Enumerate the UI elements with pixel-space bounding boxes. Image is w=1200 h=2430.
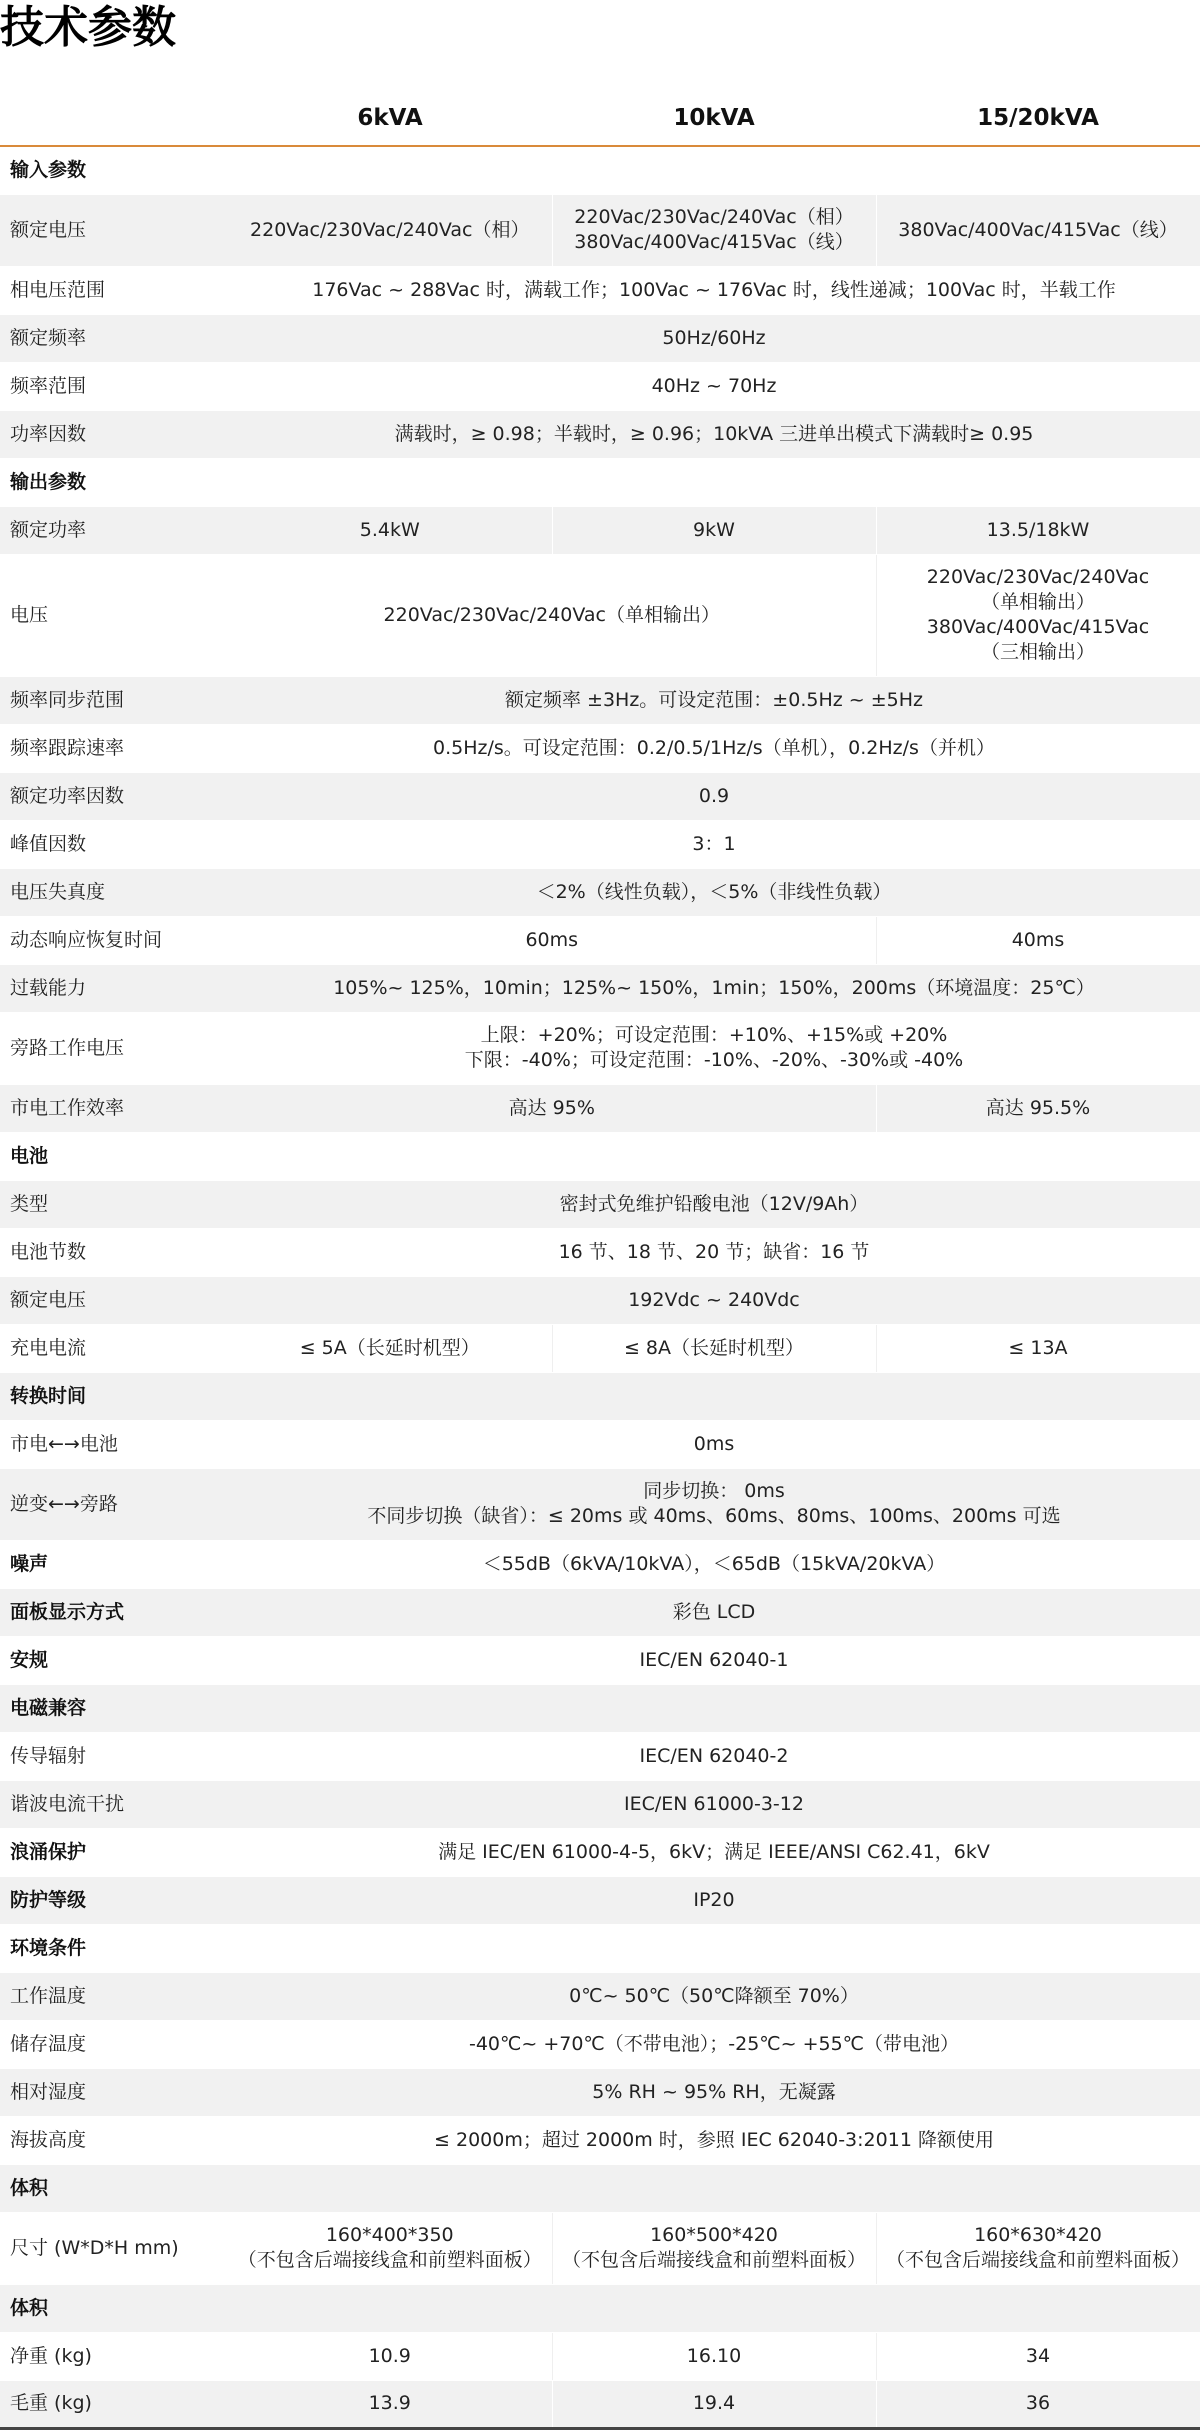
- row-value: 16 节、18 节、20 节；缺省：16 节: [228, 1228, 1200, 1276]
- row-value: IEC/EN 61000-3-12: [228, 1780, 1200, 1828]
- row-label: 尺寸 (W*D*H mm): [0, 2212, 228, 2284]
- row-label: 旁路工作电压: [0, 1012, 228, 1084]
- row-label: 安规: [0, 1636, 228, 1684]
- row-label: 相电压范围: [0, 266, 228, 314]
- row-value: ≤ 5A（长延时机型）: [228, 1324, 552, 1372]
- row-label: 防护等级: [0, 1876, 228, 1924]
- section-row: [0, 2164, 1200, 2212]
- section-row: [0, 1132, 1200, 1180]
- table-row: [0, 554, 1200, 676]
- row-value: ＜55dB（6kVA/10kVA），＜65dB（15kVA/20kVA）: [228, 1540, 1200, 1588]
- row-value: 满载时，≥ 0.98；半载时，≥ 0.96；10kVA 三进单出模式下满载时≥ 0.95: [228, 410, 1200, 458]
- row-value: 60ms: [228, 916, 876, 964]
- row-label: 过载能力: [0, 964, 228, 1012]
- row-label: 储存温度: [0, 2020, 228, 2068]
- spec-table-body: [0, 146, 1200, 2428]
- section-heading: 输入参数: [0, 146, 1200, 194]
- table-row: [0, 2020, 1200, 2068]
- header-cell-6kva: 6kVA: [228, 92, 552, 146]
- spec-table: [0, 92, 1200, 2430]
- spec-table-header: [0, 92, 1200, 146]
- row-label: 净重 (kg): [0, 2332, 228, 2380]
- table-row: [0, 2068, 1200, 2116]
- section-row: [0, 2284, 1200, 2332]
- table-row: [0, 1324, 1200, 1372]
- row-label: 动态响应恢复时间: [0, 916, 228, 964]
- section-row: [0, 146, 1200, 194]
- row-value: 220Vac/230Vac/240Vac（相） 380Vac/400Vac/415Vac（线）: [552, 194, 876, 266]
- section-heading: 输出参数: [0, 458, 1200, 506]
- row-value: 220Vac/230Vac/240Vac（相）: [228, 194, 552, 266]
- row-value: ＜2%（线性负载），＜5%（非线性负载）: [228, 868, 1200, 916]
- row-label: 工作温度: [0, 1972, 228, 2020]
- table-row: [0, 2116, 1200, 2164]
- row-value: 105%~ 125%，10min；125%~ 150%，1min；150%，200ms（环境温度：25℃）: [228, 964, 1200, 1012]
- row-value: 5% RH ~ 95% RH，无凝露: [228, 2068, 1200, 2116]
- table-row: [0, 820, 1200, 868]
- row-value: 220Vac/230Vac/240Vac（单相输出）: [228, 554, 876, 676]
- section-row: [0, 458, 1200, 506]
- row-value: 高达 95%: [228, 1084, 876, 1132]
- table-row: [0, 266, 1200, 314]
- section-row: [0, 1372, 1200, 1420]
- table-row: [0, 1084, 1200, 1132]
- table-row: [0, 1828, 1200, 1876]
- section-heading: 电池: [0, 1132, 1200, 1180]
- row-value: 密封式免维护铅酸电池（12V/9Ah）: [228, 1180, 1200, 1228]
- section-heading: 体积: [0, 2164, 1200, 2212]
- row-value: 40ms: [876, 916, 1200, 964]
- row-value: 5.4kW: [228, 506, 552, 554]
- table-row: [0, 676, 1200, 724]
- section-heading: 转换时间: [0, 1372, 1200, 1420]
- section-heading: 体积: [0, 2284, 1200, 2332]
- header-cell-15-20kva: 15/20kVA: [876, 92, 1200, 146]
- table-row: [0, 1780, 1200, 1828]
- row-label: 额定功率: [0, 506, 228, 554]
- row-value: 满足 IEC/EN 61000-4-5，6kV；满足 IEEE/ANSI C62.41，6kV: [228, 1828, 1200, 1876]
- row-value: IEC/EN 62040-2: [228, 1732, 1200, 1780]
- table-row: [0, 964, 1200, 1012]
- row-value: IP20: [228, 1876, 1200, 1924]
- table-row: [0, 2212, 1200, 2284]
- row-label: 浪涌保护: [0, 1828, 228, 1876]
- section-heading: 环境条件: [0, 1924, 1200, 1972]
- row-label: 市电←→电池: [0, 1420, 228, 1468]
- row-value: 160*630*420 （不包含后端接线盒和前塑料面板）: [876, 2212, 1200, 2284]
- table-row: [0, 506, 1200, 554]
- row-value: 同步切换： 0ms 不同步切换（缺省）：≤ 20ms 或 40ms、60ms、80ms、100ms、200ms 可选: [228, 1468, 1200, 1540]
- table-row: [0, 2332, 1200, 2380]
- row-label: 频率同步范围: [0, 676, 228, 724]
- table-row: [0, 410, 1200, 458]
- table-row: [0, 1732, 1200, 1780]
- table-row: [0, 868, 1200, 916]
- table-row: [0, 724, 1200, 772]
- table-row: [0, 1276, 1200, 1324]
- row-value: 16.10: [552, 2332, 876, 2380]
- row-label: 电压失真度: [0, 868, 228, 916]
- header-cell-10kva: 10kVA: [552, 92, 876, 146]
- row-label: 噪声: [0, 1540, 228, 1588]
- row-value: 13.9: [228, 2380, 552, 2428]
- table-row: [0, 1588, 1200, 1636]
- row-label: 类型: [0, 1180, 228, 1228]
- row-value: 9kW: [552, 506, 876, 554]
- row-value: ≤ 13A: [876, 1324, 1200, 1372]
- row-value: 176Vac ~ 288Vac 时，满载工作；100Vac ~ 176Vac 时，线性递减；100Vac 时，半载工作: [228, 266, 1200, 314]
- row-value: 220Vac/230Vac/240Vac （单相输出） 380Vac/400Vac/415Vac （三相输出）: [876, 554, 1200, 676]
- table-row: [0, 1180, 1200, 1228]
- row-value: 13.5/18kW: [876, 506, 1200, 554]
- table-row: [0, 314, 1200, 362]
- table-row: [0, 1972, 1200, 2020]
- row-value: 160*400*350 （不包含后端接线盒和前塑料面板）: [228, 2212, 552, 2284]
- table-row: [0, 1228, 1200, 1276]
- table-row: [0, 1420, 1200, 1468]
- table-row: [0, 1540, 1200, 1588]
- row-label: 逆变←→旁路: [0, 1468, 228, 1540]
- row-value: 192Vdc ~ 240Vdc: [228, 1276, 1200, 1324]
- row-label: 频率范围: [0, 362, 228, 410]
- row-value: 0.9: [228, 772, 1200, 820]
- row-label: 电压: [0, 554, 228, 676]
- row-value: 上限：+20%；可设定范围：+10%、+15%或 +20% 下限：-40%；可设定范围：-10%、-20%、-30%或 -40%: [228, 1012, 1200, 1084]
- row-label: 充电电流: [0, 1324, 228, 1372]
- row-value: -40℃~ +70℃（不带电池）；-25℃~ +55℃（带电池）: [228, 2020, 1200, 2068]
- row-label: 相对湿度: [0, 2068, 228, 2116]
- row-label: 海拔高度: [0, 2116, 228, 2164]
- row-label: 额定频率: [0, 314, 228, 362]
- row-value: 0.5Hz/s。可设定范围：0.2/0.5/1Hz/s（单机），0.2Hz/s（并机）: [228, 724, 1200, 772]
- table-row: [0, 916, 1200, 964]
- header-cell-label: [0, 92, 228, 146]
- table-row: [0, 1636, 1200, 1684]
- row-value: 34: [876, 2332, 1200, 2380]
- row-value: 40Hz ~ 70Hz: [228, 362, 1200, 410]
- page-title: 技术参数: [0, 2, 176, 53]
- table-row: [0, 1012, 1200, 1084]
- table-row: [0, 1468, 1200, 1540]
- row-value: 160*500*420 （不包含后端接线盒和前塑料面板）: [552, 2212, 876, 2284]
- row-label: 市电工作效率: [0, 1084, 228, 1132]
- row-label: 额定功率因数: [0, 772, 228, 820]
- row-value: ≤ 8A（长延时机型）: [552, 1324, 876, 1372]
- row-label: 毛重 (kg): [0, 2380, 228, 2428]
- row-label: 额定电压: [0, 194, 228, 266]
- row-value: 彩色 LCD: [228, 1588, 1200, 1636]
- row-value: 高达 95.5%: [876, 1084, 1200, 1132]
- table-row: [0, 362, 1200, 410]
- row-label: 功率因数: [0, 410, 228, 458]
- row-value: 0℃~ 50℃（50℃降额至 70%）: [228, 1972, 1200, 2020]
- row-value: IEC/EN 62040-1: [228, 1636, 1200, 1684]
- row-label: 峰值因数: [0, 820, 228, 868]
- row-label: 额定电压: [0, 1276, 228, 1324]
- section-row: [0, 1684, 1200, 1732]
- row-value: 19.4: [552, 2380, 876, 2428]
- section-row: [0, 1924, 1200, 1972]
- row-value: 50Hz/60Hz: [228, 314, 1200, 362]
- row-value: 3：1: [228, 820, 1200, 868]
- row-value: 36: [876, 2380, 1200, 2428]
- row-value: 0ms: [228, 1420, 1200, 1468]
- row-label: 频率跟踪速率: [0, 724, 228, 772]
- row-label: 面板显示方式: [0, 1588, 228, 1636]
- row-value: 380Vac/400Vac/415Vac（线）: [876, 194, 1200, 266]
- row-label: 传导辐射: [0, 1732, 228, 1780]
- section-heading: 电磁兼容: [0, 1684, 1200, 1732]
- table-row: [0, 772, 1200, 820]
- header-row: [0, 92, 1200, 146]
- row-label: 谐波电流干扰: [0, 1780, 228, 1828]
- table-row: [0, 194, 1200, 266]
- row-label: 电池节数: [0, 1228, 228, 1276]
- row-value: ≤ 2000m；超过 2000m 时，参照 IEC 62040-3:2011 降额使用: [228, 2116, 1200, 2164]
- table-row: [0, 1876, 1200, 1924]
- row-value: 10.9: [228, 2332, 552, 2380]
- row-value: 额定频率 ±3Hz。可设定范围：±0.5Hz ~ ±5Hz: [228, 676, 1200, 724]
